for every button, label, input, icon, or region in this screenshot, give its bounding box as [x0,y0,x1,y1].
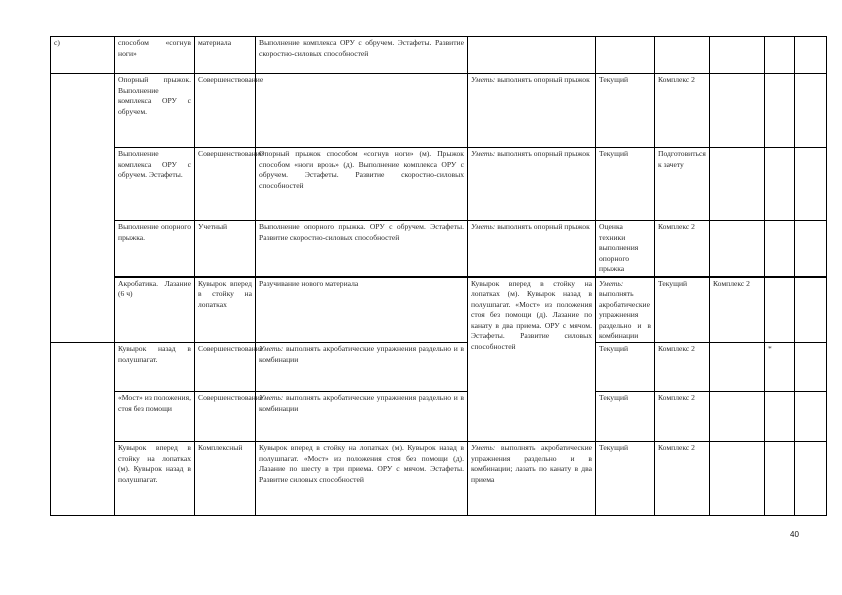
table-row [51,343,827,392]
requirements-cell [468,74,596,148]
topic-cell: Кувырок назад в полушпагат. [115,343,195,392]
lesson-plan-table [50,36,827,516]
requirements-prefix: Уметь: [259,393,284,403]
requirements-cell [256,343,468,392]
extra-cell [765,277,795,343]
lesson-type-cell: Разучивание нового материала [256,277,468,343]
extra-cell [710,392,765,442]
topic-cell: Выполнение комплекса ОРУ с обручем. Эстафеты. [115,148,195,221]
content-cell [256,74,468,148]
date-cell [795,148,827,221]
requirements-prefix: Уметь: [471,222,496,231]
requirements-text: выполнять опорный прыжок [497,75,590,84]
table-row [51,277,827,343]
requirements-prefix: Уметь: [259,344,284,354]
homework-cell: Комплекс 2 [655,392,710,442]
extra-cell [710,221,765,277]
extra-cell [710,37,765,74]
date-cell [795,74,827,148]
lesson-type-cell: Учетный [195,221,256,277]
content-cell: Кувырок вперед в стойку на лопатках (м). Кувырок назад в полушпагат. «Мост» из положения стоя без помощи (д). Лазание по канату в два приема. ОРУ с мячом. Эстафеты. Развитие силовых способностей [468,277,596,442]
date-cell [795,277,827,343]
requirements-prefix: Уметь: [599,278,624,288]
topic-cell: Кувырок вперед в стойку на лопатках (м). Кувырок назад в полушпагат. [115,442,195,516]
requirements-prefix: Уметь: [471,75,496,84]
lesson-type-cell: Совершенствование [195,74,256,148]
control-cell: Текущий [596,343,655,392]
topic-cell: способом «согнув ноги» [115,37,195,74]
lesson-type-cell: Комплексный [195,442,256,516]
homework-cell: Комплекс 2 [655,221,710,277]
content-cell: Выполнение опорного прыжка. ОРУ с обручем. Эстафеты. Развитие скоростно-силовых способностей [256,221,468,277]
homework-cell [655,37,710,74]
date-cell: * [765,343,795,392]
content-cell: Кувырок вперед в стойку на лопатках (м). Кувырок назад в полушпагат. «Мост» из положения стоя без помощи (д). Лазание по шесту в три приема. ОРУ с мячом. Эстафеты. Развитие силовых способностей [256,442,468,516]
control-cell: Текущий [596,148,655,221]
content-cell: Опорный прыжок способом «согнув ноги» (м). Прыжок способом «ноги врозь» (д). Выполнение комплекса ОРУ с обручем. Эстафеты. Развитие скоростно-силовых способностей [256,148,468,221]
control-cell: Текущий [596,74,655,148]
date-cell [765,442,795,516]
table-row [51,37,827,74]
date-cell [795,392,827,442]
extra-cell [710,343,765,392]
requirements-text: выполнять акробатические упражнения раздельно и в комбинации [259,393,464,413]
date-cell [765,74,795,148]
requirements-text: выполнять опорный прыжок [497,149,590,158]
section-cell [51,343,115,516]
extra-cell [710,148,765,221]
content-cell: Выполнение комплекса ОРУ с обручем. Эстафеты. Развитие скоростно-силовых способностей [256,37,468,74]
table-row [51,221,827,277]
requirements-text: выполнять акробатические упражнения раздельно и в комбинации; лазать по канату в два приема [471,443,592,484]
lesson-type-cell: Совершенствование [195,392,256,442]
topic-cell: Опорный прыжок. Выполнение комплекса ОРУ с обручем. [115,74,195,148]
table-row [51,442,827,516]
requirements-cell [468,442,596,516]
date-cell [795,221,827,277]
date-cell [795,343,827,392]
date-cell [795,37,827,74]
requirements-cell [596,277,655,343]
lesson-type-cell: Совершенствование [195,148,256,221]
control-cell: Текущий [596,442,655,516]
control-cell: Оценка техники выполнения опорного прыжка [596,221,655,277]
requirements-cell [468,221,596,277]
section-cell [51,74,115,343]
control-cell [596,37,655,74]
requirements-text: выполнять акробатические упражнения раздельно и в комбинации [259,344,464,364]
section-cell: Акробатика. Лазание (6 ч) [115,277,195,343]
topic-cell: Выполнение опорного прыжка. [115,221,195,277]
date-cell [765,37,795,74]
table-row [51,392,827,442]
date-cell [765,392,795,442]
requirements-prefix: Уметь: [471,149,496,158]
lesson-type-cell: материала [195,37,256,74]
lesson-type-cell: Совершенствование [195,343,256,392]
homework-cell: Комплекс 2 [710,277,765,343]
extra-cell [710,442,765,516]
section-cell: с) [51,37,115,74]
date-cell [765,148,795,221]
date-cell [765,221,795,277]
homework-cell: Комплекс 2 [655,442,710,516]
homework-cell: Подготовиться к зачету [655,148,710,221]
requirements-text: выполнять акробатические упражнения раздельно и в комбинации [599,289,651,341]
extra-cell [710,74,765,148]
homework-cell: Комплекс 2 [655,74,710,148]
table-row [51,74,827,148]
requirements-cell [468,148,596,221]
topic-cell: «Мост» из положения, стоя без помощи [115,392,195,442]
table-row [51,148,827,221]
topic-cell: Кувырок вперед в стойку на лопатках [195,277,256,343]
requirements-cell [468,37,596,74]
requirements-prefix: Уметь: [471,443,496,453]
control-cell: Текущий [655,277,710,343]
homework-cell: Комплекс 2 [655,343,710,392]
control-cell: Текущий [596,392,655,442]
requirements-cell [256,392,468,442]
date-cell [795,442,827,516]
page-number: 40 [790,530,799,539]
requirements-text: выполнять опорный прыжок [497,222,590,231]
